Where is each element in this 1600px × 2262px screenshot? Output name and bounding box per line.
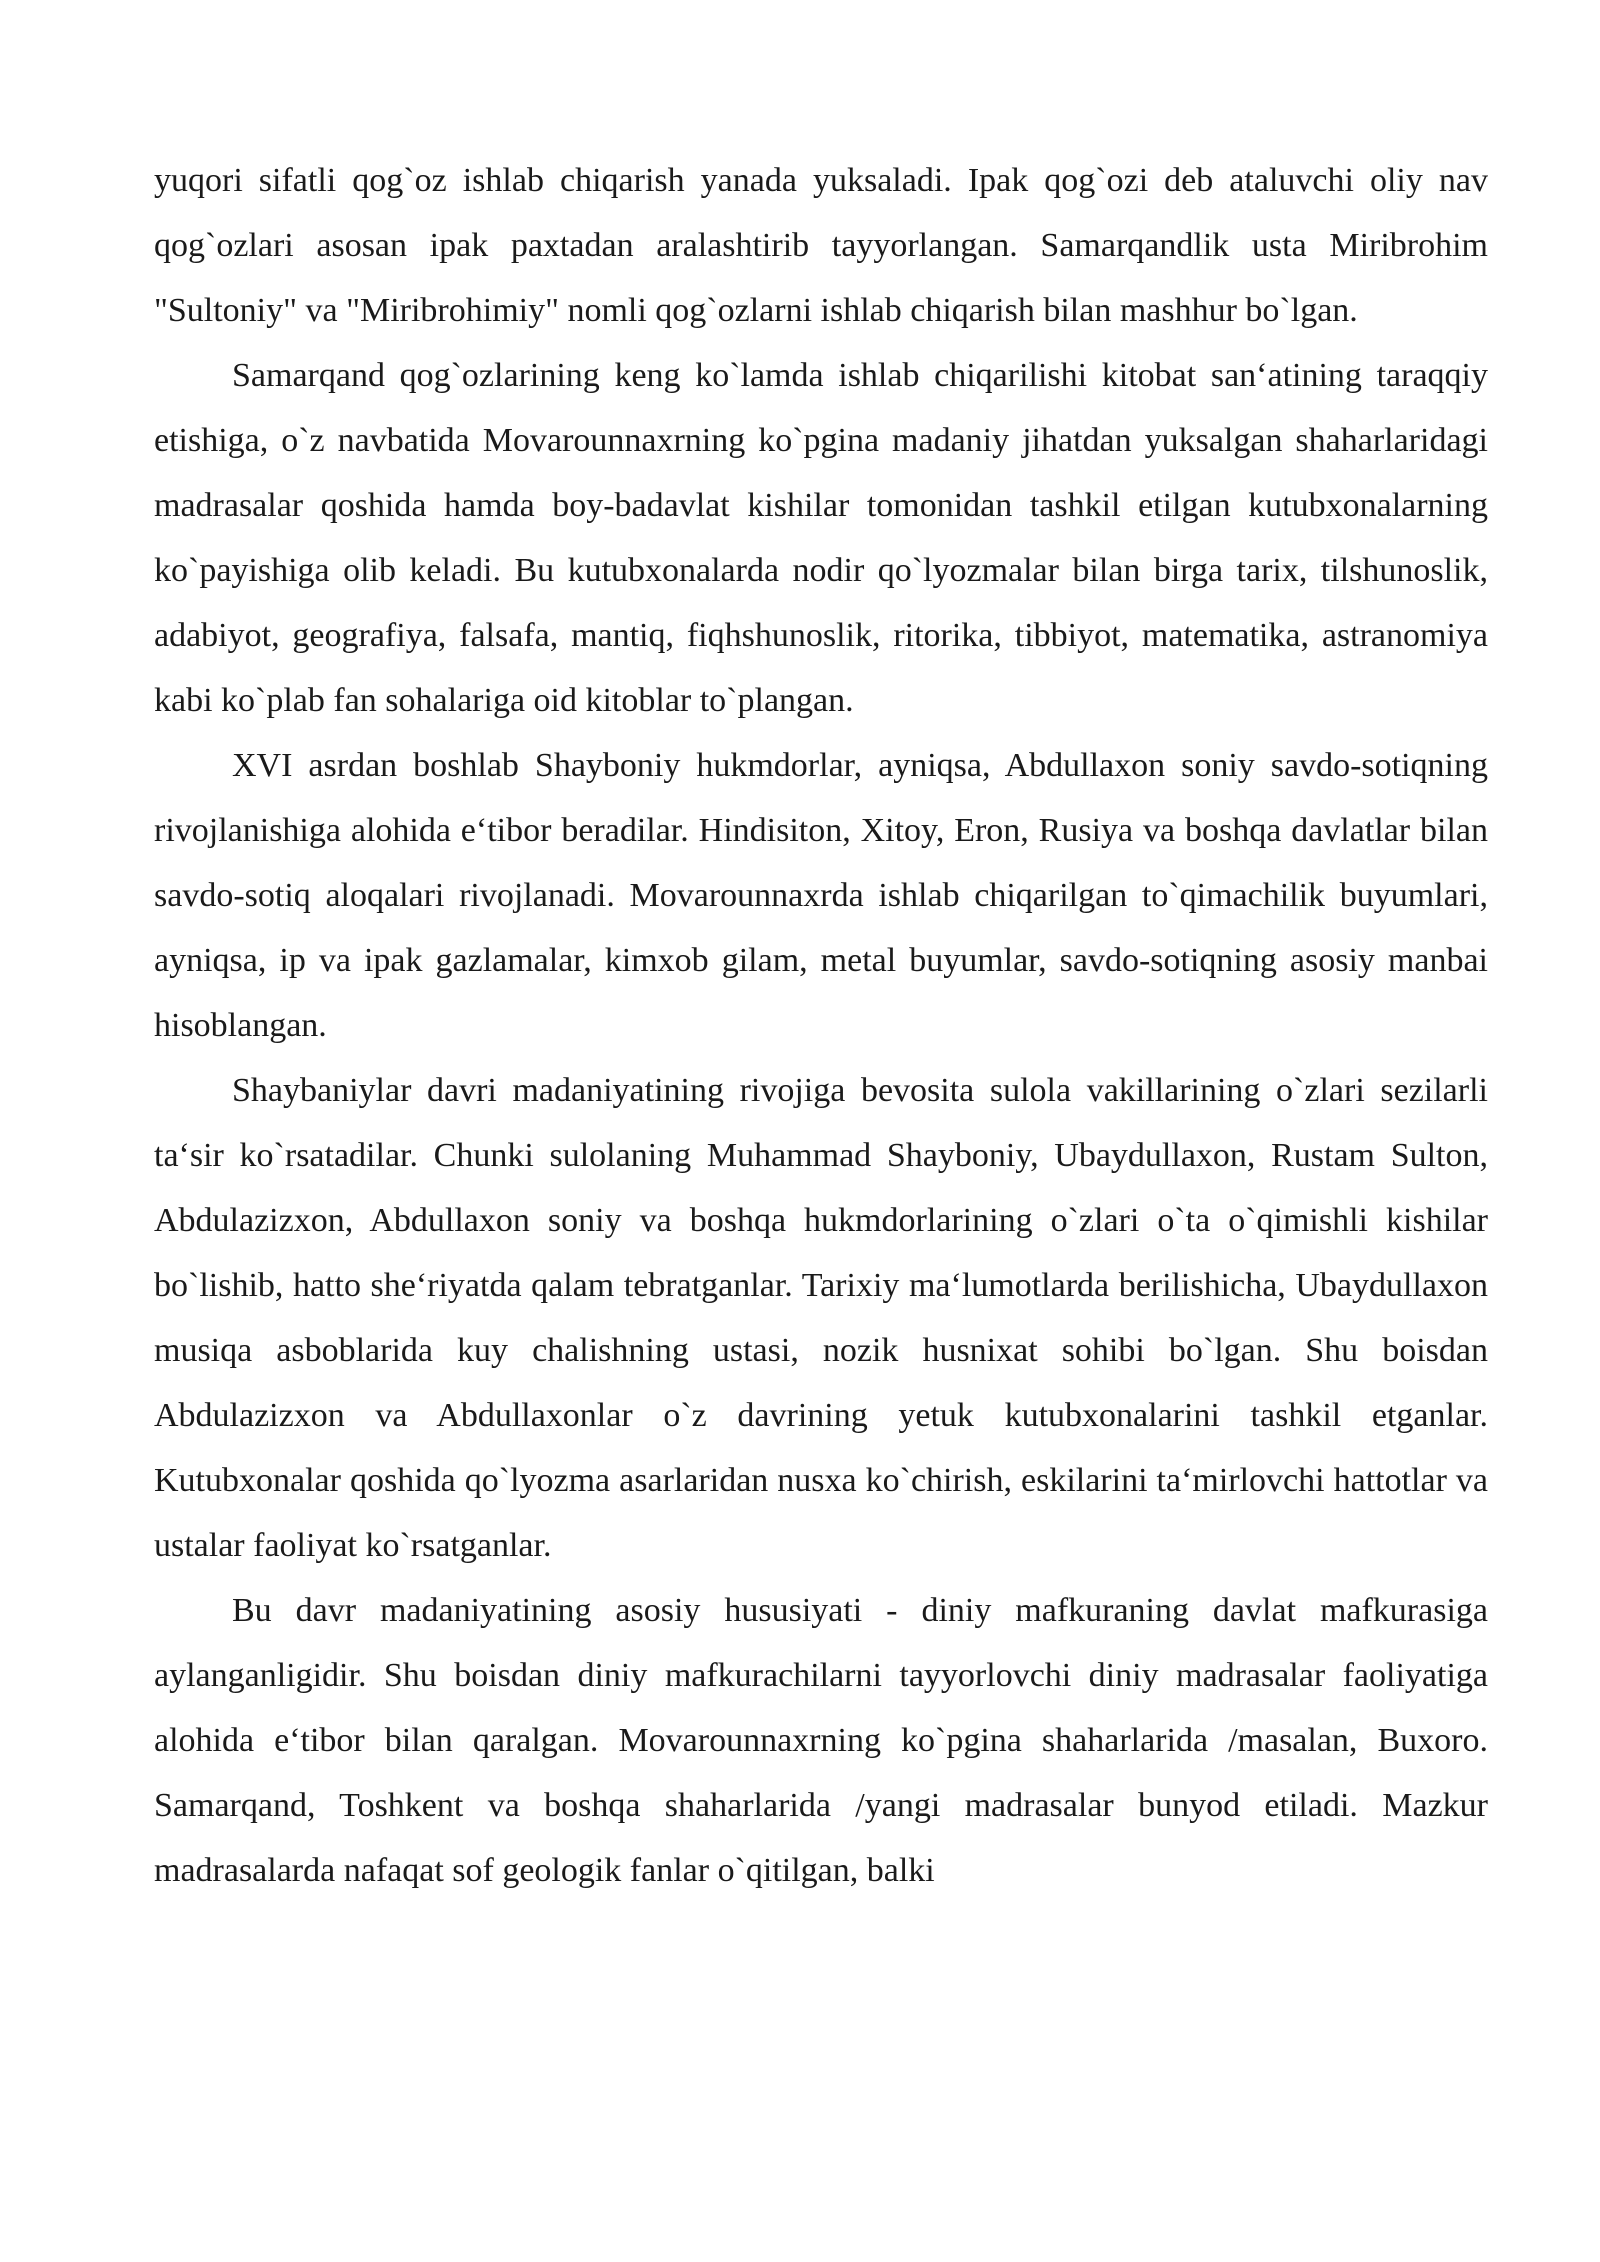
document-page xyxy=(154,148,1488,1903)
paragraph-3: XVI asrdan boshlab Shayboniy hukmdorlar, ayniqsa, Abdullaxon soniy savdo-sotiqning rivojlanishiga alohida e‘tibor beradilar. Hindisiton, Xitoy, Eron, Rusiya va boshqa davlatlar bilan savdo-sotiq aloqalari rivojlanadi. Movarounnaxrda ishlab chiqarilgan to`qimachilik buyumlari, ayniqsa, ip va ipak gazlamalar, kimxob gilam, metal buyumlar, savdo-sotiqning asosiy manbai hisoblangan. xyxy=(154,747,1488,1044)
paragraph-4: Shaybaniylar davri madaniyatining rivojiga bevosita sulola vakillarining o`zlari sezilarli ta‘sir ko`rsatadilar. Chunki sulolaning Muhammad Shayboniy, Ubaydullaxon, Rustam Sulton, Abdulazizxon, Abdullaxon soniy va boshqa hukmdorlarining o`zlari o`ta o`qimishli kishilar bo`lishib, hatto she‘riyatda qalam tebratganlar. Tarixiy ma‘lumotlarda berilishicha, Ubaydullaxon musiqa asboblarida kuy chalishning ustasi, nozik husnixat sohibi bo`lgan. Shu boisdan Abdulazizxon va Abdullaxonlar o`z davrining yetuk kutubxonalarini tashkil etganlar. Kutubxonalar qoshida qo`lyozma asarlaridan nusxa ko`chirish, eskilarini ta‘mirlovchi hattotlar va ustalar faoliyat ko`rsatganlar. xyxy=(154,1072,1488,1564)
paragraph-5: Bu davr madaniyatining asosiy hususiyati - diniy mafkuraning davlat mafkurasiga aylanganligidir. Shu boisdan diniy mafkurachilarni tayyorlovchi diniy madrasalar faoliyatiga alohida e‘tibor bilan qaralgan. Movarounnaxrning ko`pgina shaharlarida /masalan, Buxoro. Samarqand, Toshkent va boshqa shaharlarida /yangi madrasalar bunyod etiladi. Mazkur madrasalarda nafaqat sof geologik fanlar o`qitilgan, balki xyxy=(154,1592,1488,1889)
paragraph-1: yuqori sifatli qog`oz ishlab chiqarish yanada yuksaladi. Ipak qog`ozi deb ataluvchi oliy nav qog`ozlari asosan ipak paxtadan aralashtirib tayyorlangan. Samarqandlik usta Miribrohim "Sultoniy" va "Miribrohimiy" nomli qog`ozlarni ishlab chiqarish bilan mashhur bo`lgan. xyxy=(154,162,1488,329)
paragraph-2: Samarqand qog`ozlarining keng ko`lamda ishlab chiqarilishi kitobat san‘atining taraqqiy etishiga, o`z navbatida Movarounnaxrning ko`pgina madaniy jihatdan yuksalgan shaharlaridagi madrasalar qoshida hamda boy-badavlat kishilar tomonidan tashkil etilgan kutubxonalarning ko`payishiga olib keladi. Bu kutubxonalarda nodir qo`lyozmalar bilan birga tarix, tilshunoslik, adabiyot, geografiya, falsafa, mantiq, fiqhshunoslik, ritorika, tibbiyot, matematika, astranomiya kabi ko`plab fan sohalariga oid kitoblar to`plangan. xyxy=(154,357,1488,719)
